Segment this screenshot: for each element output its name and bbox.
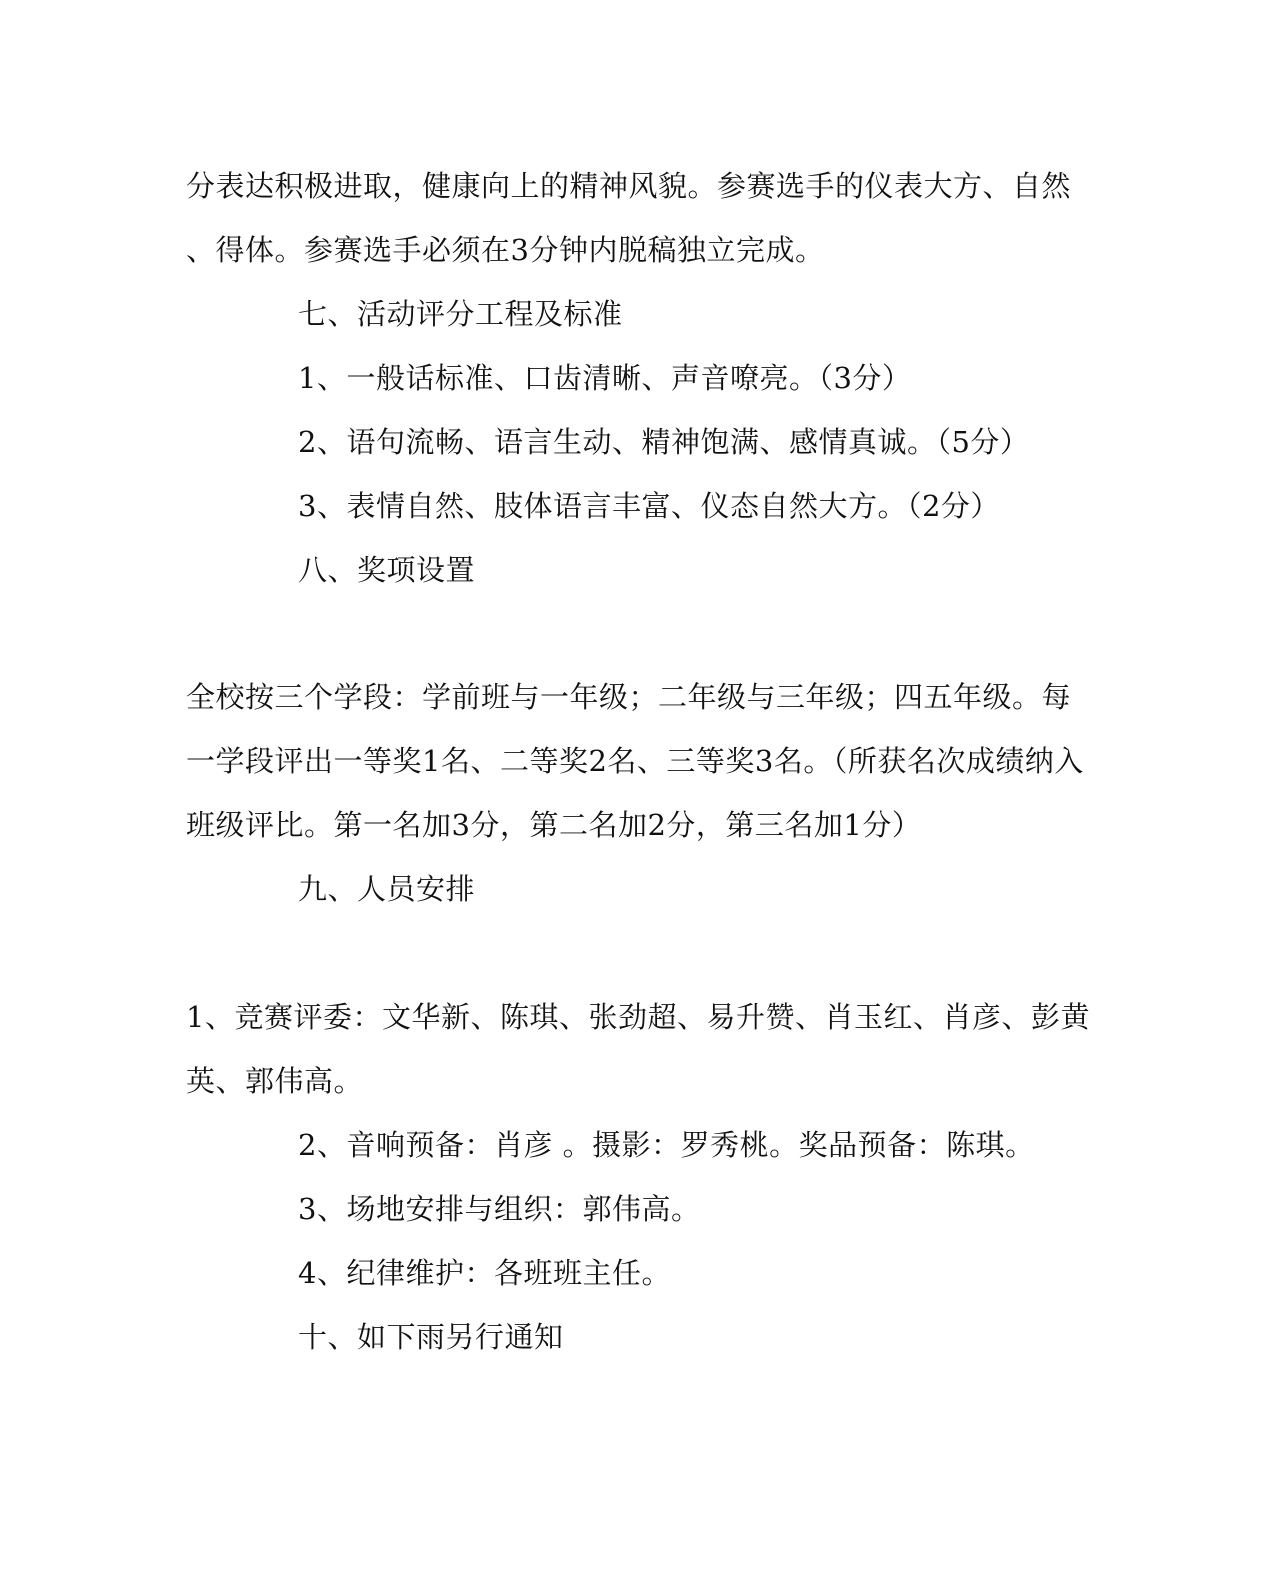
section-heading: 九、人员安排: [298, 872, 476, 906]
staff-item: 4、纪律维护：各班班主任。: [298, 1256, 671, 1290]
criteria-item: 2、语句流畅、语言生动、精神饱满、感情真诚。（5分）: [298, 425, 1030, 459]
paragraph-line: 、得体。参赛选手必须在3分钟内脱稿独立完成。: [186, 233, 825, 267]
paragraph-line: 一学段评出一等奖1名、二等奖2名、三等奖3名。（所获名次成绩纳入: [186, 744, 1084, 778]
criteria-item: 1、一般话标准、口齿清晰、声音嘹亮。（3分）: [298, 361, 912, 395]
paragraph-line: 1、竞赛评委：文华新、陈琪、张劲超、易升赞、肖玉红、肖彦、彭黄: [186, 1000, 1090, 1034]
section-heading: 八、奖项设置: [298, 553, 476, 587]
paragraph-line: 全校按三个学段：学前班与一年级；二年级与三年级；四五年级。每: [186, 680, 1072, 714]
paragraph-line: 班级评比。第一名加3分，第二名加2分，第三名加1分）: [186, 808, 922, 842]
staff-item: 3、场地安排与组织：郭伟高。: [298, 1192, 701, 1226]
section-heading: 十、如下雨另行通知: [298, 1320, 564, 1354]
section-heading: 七、活动评分工程及标准: [298, 297, 623, 331]
paragraph-line: 英、郭伟高。: [186, 1064, 364, 1098]
criteria-item: 3、表情自然、肢体语言丰富、仪态自然大方。（2分）: [298, 489, 1000, 523]
paragraph-line: 分表达积极进取，健康向上的精神风貌。参赛选手的仪表大方、自然: [186, 169, 1072, 203]
staff-item: 2、音响预备：肖彦 。摄影：罗秀桃。奖品预备：陈琪。: [298, 1128, 1035, 1162]
